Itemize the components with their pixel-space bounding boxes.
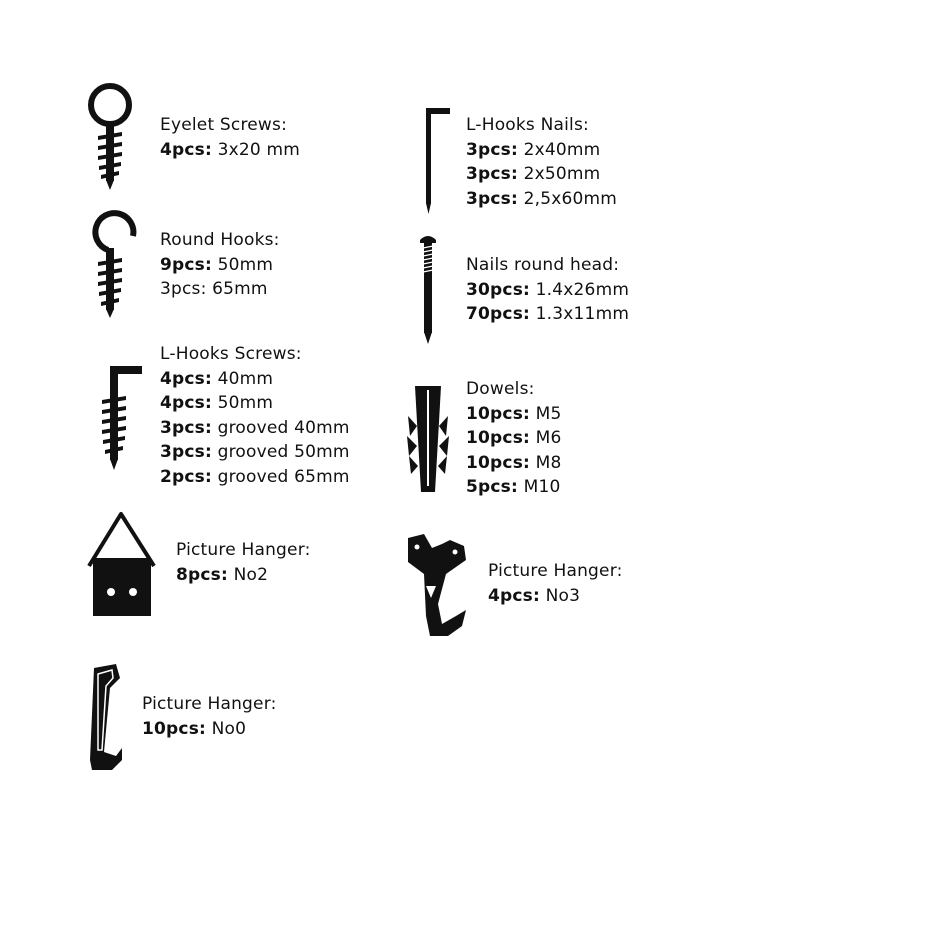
spec: 3x20 mm <box>212 139 301 160</box>
spec: No0 <box>206 718 247 739</box>
quantity: 8pcs: <box>176 564 228 585</box>
quantity: 3pcs: <box>466 188 518 209</box>
round-head-nail-icon <box>412 232 444 346</box>
quantity: 70pcs: <box>466 304 531 324</box>
item-text <box>160 228 280 302</box>
spec-line <box>160 138 300 163</box>
item-text <box>160 342 350 489</box>
spec: 40mm <box>212 368 274 389</box>
spec: M10 <box>518 477 561 497</box>
item-title: Picture Hanger: <box>142 694 277 714</box>
spec-line <box>160 391 350 416</box>
spec-line <box>176 563 311 588</box>
spec: M8 <box>530 452 562 473</box>
spec-line <box>466 278 629 303</box>
quantity: 5pcs: <box>466 477 518 497</box>
quantity: 3pcs: <box>466 164 518 184</box>
round-hook-icon <box>86 206 142 320</box>
item-title: Eyelet Screws: <box>160 115 288 135</box>
quantity: 4pcs: <box>160 393 212 413</box>
spec: M5 <box>530 403 562 424</box>
item-text <box>142 692 277 741</box>
spec-line <box>160 465 350 490</box>
quantity: 10pcs: <box>466 428 531 448</box>
quantity: 2pcs: <box>160 466 212 487</box>
item-text <box>466 113 617 211</box>
item-title: L-Hooks Screws: <box>160 344 302 364</box>
spec: 2,5x60mm <box>518 188 618 209</box>
item-text <box>160 113 300 162</box>
eyelet-screw-icon <box>82 80 138 192</box>
spec: 2x40mm <box>518 139 601 160</box>
spec-line <box>142 717 277 742</box>
spec-line <box>466 451 562 476</box>
spec: 3pcs: 65mm <box>160 279 268 299</box>
quantity: 4pcs: <box>160 139 212 160</box>
spec: grooved 65mm <box>212 466 350 487</box>
spec: 50mm <box>212 393 274 413</box>
item-title: Round Hooks: <box>160 230 280 250</box>
item-text <box>488 559 623 608</box>
spec: M6 <box>530 428 562 448</box>
item-title: Picture Hanger: <box>488 561 623 581</box>
spec-line <box>160 440 350 465</box>
quantity: 9pcs: <box>160 254 212 275</box>
spec: No2 <box>228 564 269 585</box>
item-title: Picture Hanger: <box>176 540 311 560</box>
quantity: 3pcs: <box>160 417 212 438</box>
wall-dowel-icon <box>404 382 452 498</box>
spec-line <box>466 162 617 187</box>
quantity: 10pcs: <box>466 452 531 473</box>
spec: 1.4x26mm <box>530 279 630 300</box>
spec: 2x50mm <box>518 164 601 184</box>
quantity: 4pcs: <box>160 368 212 389</box>
l-hook-nail-icon <box>418 104 454 216</box>
spec-line <box>466 402 562 427</box>
spec-line <box>466 138 617 163</box>
spec: 50mm <box>212 254 274 275</box>
spec: No3 <box>540 585 581 606</box>
l-hook-screw-icon <box>96 360 146 472</box>
spec: grooved 50mm <box>212 442 350 462</box>
item-text <box>176 538 311 587</box>
quantity: 3pcs: <box>160 442 212 462</box>
spec: grooved 40mm <box>212 417 350 438</box>
item-title: Dowels: <box>466 379 535 399</box>
quantity: 10pcs: <box>466 403 531 424</box>
item-text <box>466 377 562 500</box>
item-text <box>466 253 629 327</box>
spec-line <box>466 302 629 327</box>
item-title: L-Hooks Nails: <box>466 115 589 135</box>
triangle-picture-hanger-icon <box>84 508 160 620</box>
spec-line <box>160 277 280 302</box>
quantity: 4pcs: <box>488 585 540 606</box>
quantity: 3pcs: <box>466 139 518 160</box>
spec-line <box>160 253 280 278</box>
spec: 1.3x11mm <box>530 304 630 324</box>
single-picture-hook-icon <box>82 660 130 776</box>
spec-line <box>488 584 623 609</box>
spec-line <box>160 416 350 441</box>
spec-line <box>466 426 562 451</box>
spec-line <box>160 367 350 392</box>
quantity: 10pcs: <box>142 718 207 739</box>
item-title: Nails round head: <box>466 255 620 275</box>
spec-line <box>466 187 617 212</box>
quantity: 30pcs: <box>466 279 531 300</box>
double-picture-hook-icon <box>402 530 472 642</box>
spec-line <box>466 475 562 500</box>
